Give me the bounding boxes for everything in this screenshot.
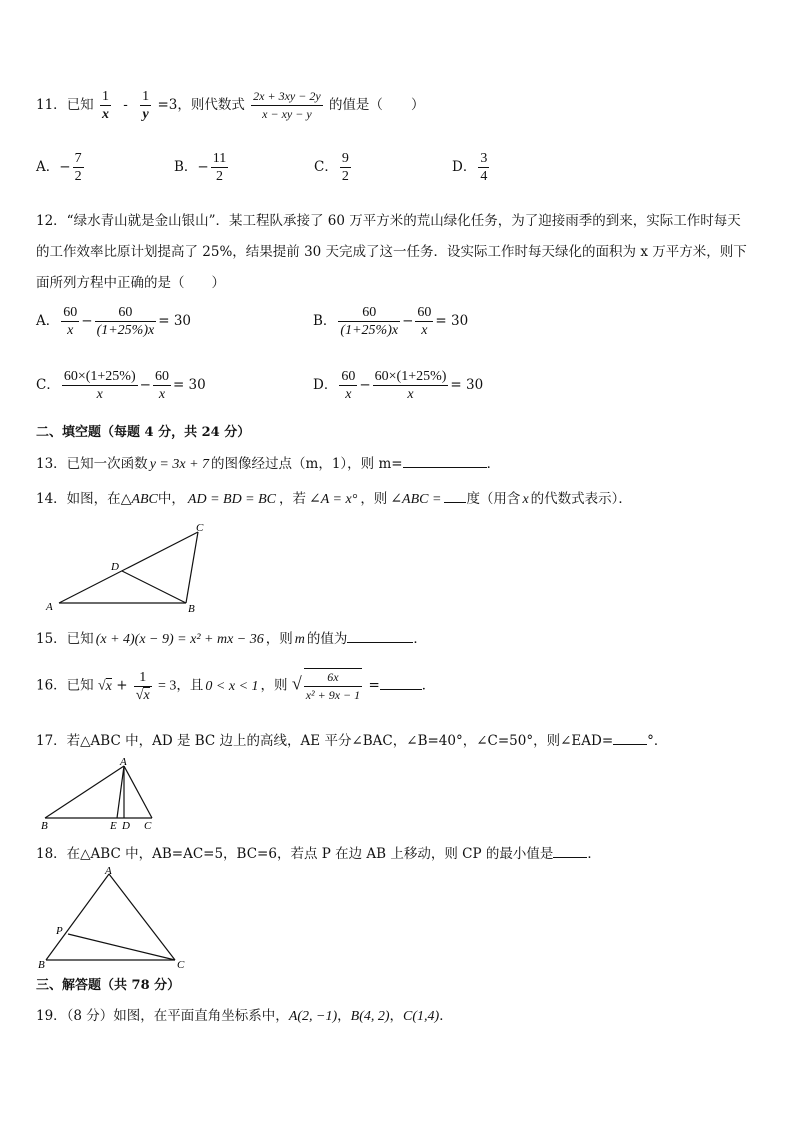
q14-label-d: D	[111, 561, 119, 573]
q15: 15．已知 (x + 4)(x − 9) = x² + mx − 36 ，则 m 的值为 ．	[36, 631, 427, 647]
q13-answer-blank[interactable]	[403, 455, 487, 468]
q14: 14．如图，在△ABC中， AD = BD = BC ，若 ∠A = x° ，则 ∠ABC = 度（用含 x 的代数式表示）．	[36, 491, 632, 507]
q14-triangle-figure	[40, 518, 240, 614]
q11-stem: 11．已知 $\frac{1}{x}$ - $\frac{1}{y}$ =3，则代数式 $\frac{2x + 3xy - 2y}{x - xy - y}$ 的值是（ ）	[36, 89, 425, 122]
q12-option-b[interactable]: B． $\frac{60}{(1+25\%)x}$ − $\frac{60}{x}$ = 30	[313, 305, 469, 338]
q12-option-d[interactable]: D． $\frac{60}{x}$ − $\frac{60\times(1+25\%)}{x}$ = 30	[313, 369, 484, 402]
q19: 19．（8 分）如图，在平面直角坐标系中，A(2, −1)，B(4, 2)，C(1,4)．	[36, 1008, 453, 1024]
q11-option-b[interactable]: B．− $\frac{11}{2}$	[174, 151, 227, 184]
q12-line-3: 面所列方程中正确的是（ ）	[36, 275, 225, 291]
q18-answer-blank[interactable]	[553, 845, 587, 858]
q14-label-a: A	[46, 601, 53, 613]
q14-answer-blank[interactable]	[444, 490, 466, 503]
q17-label-b: B	[41, 820, 48, 831]
q18-label-a: A	[105, 865, 112, 877]
section-2-heading: 二、填空题（每题 4 分，共 24 分）	[36, 425, 251, 440]
q18-label-c: C	[177, 959, 185, 971]
q16-answer-blank[interactable]	[380, 677, 422, 690]
q11-frac-1x: $\frac{1}{x}$	[101, 89, 109, 122]
q11-option-c[interactable]: C． $\frac{9}{2}$	[314, 151, 349, 184]
q17: 17．若△ABC 中，AD 是 BC 边上的高线，AE 平分∠BAC，∠B=40°，∠C=50°，则∠EAD= °．	[36, 733, 668, 749]
q11-option-a[interactable]: A．− $\frac{7}{2}$	[36, 151, 82, 184]
q18-label-b: B	[38, 959, 45, 971]
q12-line-2: 的工作效率比原计划提高了 25%，结果提前 30 天完成了这一任务．设实际工作时每天绿化的面积为 x 万平方米，则下	[36, 244, 747, 260]
q17-label-e: E	[110, 820, 117, 831]
q16: 16．已知 √x + $\frac{1}{√x}$ = 3，且 0 < x < 1 ，则 √ $\frac{6x}{\text{x² + 9x − 1}}$ = ．	[36, 669, 436, 703]
q18-triangle-figure	[36, 864, 196, 972]
q17-answer-blank[interactable]	[613, 732, 647, 745]
q15-answer-blank[interactable]	[347, 630, 413, 643]
q17-label-c: C	[144, 820, 152, 831]
q12-line-1: 12．“绿水青山就是金山银山”．某工程队承接了 60 万平方米的荒山绿化任务，为了迎接雨季的到来，实际工作时每天	[36, 213, 741, 229]
q18: 18．在△ABC 中，AB=AC=5，BC=6，若点 P 在边 AB 上移动，则 CP 的最小值是 ．	[36, 846, 601, 862]
q18-label-p: P	[56, 925, 63, 937]
q11-option-d[interactable]: D． $\frac{3}{4}$	[452, 151, 488, 184]
q14-label-c: C	[196, 522, 204, 534]
q17-label-d: D	[122, 820, 130, 831]
q17-triangle-figure	[38, 755, 168, 831]
sqrt-fraction: √	[291, 673, 302, 694]
q17-label-a: A	[120, 756, 127, 768]
q11-expression: $\frac{2x + 3xy - 2y}{x - xy - y}$	[253, 89, 321, 121]
section-3-heading: 三、解答题（共 78 分）	[36, 978, 181, 993]
q12-option-c[interactable]: C． $\frac{60\times(1+25\%)}{x}$ − $\frac{60}{x}$ = 30	[36, 369, 206, 402]
q14-label-b: B	[188, 603, 195, 614]
sqrt-x: √x	[97, 678, 112, 694]
q13: 13．已知一次函数 y = 3x + 7 的图像经过点（m，1），则 m= ．	[36, 456, 501, 472]
q11-frac-1y: $\frac{1}{y}$	[142, 89, 150, 122]
q12-option-a[interactable]: A． $\frac{60}{x}$ − $\frac{60}{(1+25\%)x}$ = 30	[36, 305, 191, 338]
